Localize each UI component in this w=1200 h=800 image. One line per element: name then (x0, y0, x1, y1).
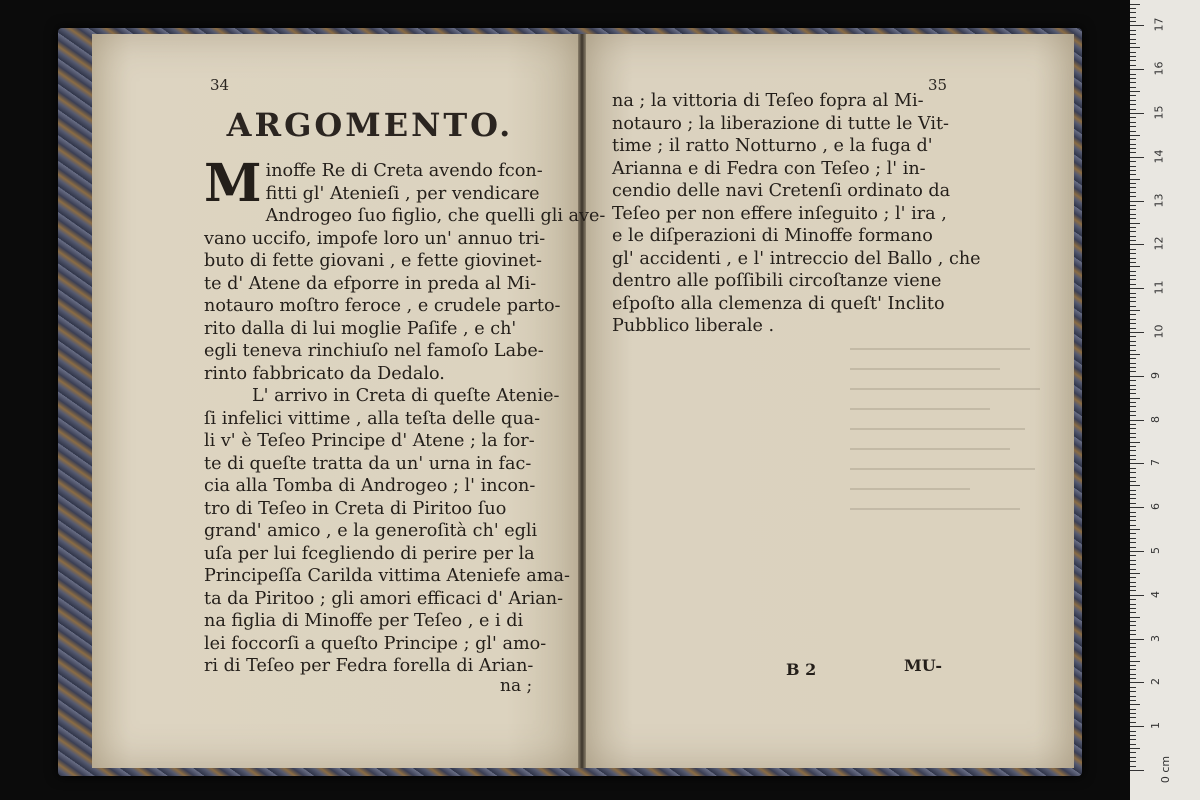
ruler-tick (1130, 687, 1136, 688)
ruler-tick (1130, 144, 1136, 145)
ruler-tick (1130, 625, 1136, 626)
ruler-tick (1130, 266, 1140, 267)
ruler-tick (1130, 472, 1136, 473)
ruler-number: 13 (1152, 193, 1166, 208)
ruler-tick (1130, 542, 1136, 543)
text-line: cendio delle navi Cretenſi ordinato da (612, 181, 951, 201)
ruler-tick (1130, 4, 1140, 5)
ruler-tick (1130, 450, 1136, 451)
ruler-tick (1130, 709, 1136, 710)
ruler-tick (1130, 595, 1144, 596)
ruler-number: 3 (1149, 634, 1162, 642)
ruler-tick (1130, 74, 1136, 75)
ruler-tick (1130, 551, 1144, 552)
ruler-tick (1130, 65, 1136, 66)
ruler-tick (1130, 520, 1136, 521)
ruler-tick (1130, 459, 1136, 460)
ruler-tick (1130, 498, 1136, 499)
ruler-tick (1130, 131, 1136, 132)
ruler-tick (1130, 109, 1136, 110)
ruler-tick (1130, 656, 1136, 657)
text-line: na ; la vittoria di Teſeo fopra al Mi- (612, 91, 924, 111)
ruler-tick (1130, 314, 1136, 315)
ruler-tick (1130, 301, 1136, 302)
text-line: te di queſte tratta da un' urna in fac- (204, 453, 532, 474)
ruler-tick (1130, 244, 1144, 245)
page-heading: ARGOMENTO. (226, 106, 514, 144)
ruler-tick (1130, 735, 1136, 736)
ruler-tick (1130, 604, 1136, 605)
ruler-tick (1130, 608, 1136, 609)
ruler-number: 7 (1149, 459, 1162, 467)
ruler-tick (1130, 529, 1140, 530)
text-line: notauro moſtro feroce , e crudele parto- (204, 296, 561, 316)
ruler-tick (1130, 770, 1144, 771)
ruler-tick (1130, 630, 1136, 631)
ruler-tick (1130, 704, 1140, 705)
right-catchword: MU- (904, 656, 943, 675)
ruler-tick (1130, 717, 1136, 718)
ruler-tick (1130, 95, 1136, 96)
ruler-tick (1130, 205, 1136, 206)
text-line: L' arrivo in Creta di queſte Atenie- (252, 386, 560, 406)
text-line: egli teneva rinchiuſo nel famoſo Labe- (204, 341, 544, 361)
ruler-tick (1130, 236, 1136, 237)
text-line: notauro ; la liberazione di tutte le Vit- (612, 113, 949, 134)
ruler-tick (1130, 761, 1136, 762)
ruler-tick (1130, 569, 1136, 570)
ruler-tick (1130, 477, 1136, 478)
ruler-tick (1130, 336, 1136, 337)
ruler-tick (1130, 590, 1136, 591)
ruler-tick (1130, 82, 1136, 83)
text-line: ri di Teſeo per Fedra forella di Arian- (204, 656, 534, 676)
ruler-tick (1130, 468, 1136, 469)
ruler-tick (1130, 240, 1136, 241)
ruler-number: 8 (1149, 415, 1162, 423)
text-line: ſi infelici vittime , alla teſta delle qua- (204, 408, 541, 429)
ruler-tick (1130, 406, 1136, 407)
ruler-tick (1130, 78, 1136, 79)
ruler-tick (1130, 201, 1144, 202)
ruler-tick (1130, 56, 1136, 57)
ruler-number: 10 (1152, 324, 1166, 339)
ruler-tick (1130, 757, 1136, 758)
ruler-tick (1130, 617, 1140, 618)
ruler-tick (1130, 424, 1136, 425)
text-line: dentro alle poſſibili circoſtanze viene (612, 271, 942, 291)
ruler-tick (1130, 380, 1136, 381)
text-line: te d' Atene da efporre in preda al Mi- (204, 273, 537, 294)
ruler-tick (1130, 152, 1136, 153)
ruler-tick (1130, 398, 1140, 399)
ruler-tick (1130, 481, 1136, 482)
ruler-tick (1130, 437, 1136, 438)
ruler-tick (1130, 639, 1144, 640)
ruler-tick (1130, 328, 1136, 329)
ruler-tick (1130, 91, 1140, 92)
ruler-tick (1130, 446, 1136, 447)
ruler-tick (1130, 179, 1140, 180)
ruler-tick (1130, 744, 1136, 745)
ruler-tick (1130, 262, 1136, 263)
ruler-tick (1130, 665, 1136, 666)
ruler-tick (1130, 691, 1136, 692)
ruler-tick (1130, 494, 1136, 495)
text-line: Teſeo per non effere inſeguito ; l' ira , (612, 203, 947, 224)
text-line: time ; il ratto Notturno , e la fuga d' (612, 136, 933, 156)
ruler-number: 1 (1149, 722, 1162, 730)
ruler-tick (1130, 560, 1136, 561)
ruler-tick (1130, 17, 1136, 18)
text-line: lei foccorſi a queſto Principe ; gl' amo- (204, 633, 547, 654)
ruler-tick (1130, 363, 1136, 364)
ruler-tick (1130, 25, 1144, 26)
measuring-ruler (1130, 0, 1200, 800)
text-line: cia alla Tomba di Androgeo ; l' incon- (204, 476, 536, 496)
ruler-tick (1130, 253, 1136, 254)
ruler-tick (1130, 323, 1136, 324)
ruler-tick (1130, 739, 1136, 740)
ruler-tick (1130, 8, 1136, 9)
ruler-tick (1130, 512, 1136, 513)
ruler-tick (1130, 713, 1136, 714)
ruler-tick (1130, 612, 1136, 613)
text-line: vano uccifo, impofe loro un' annuo tri- (204, 228, 546, 249)
ruler-tick (1130, 39, 1136, 40)
ruler-tick (1130, 12, 1136, 13)
ruler-tick (1130, 209, 1136, 210)
ruler-tick (1130, 696, 1136, 697)
ruler-tick (1130, 490, 1136, 491)
ruler-tick (1130, 700, 1136, 701)
text-line: Principeſſa Carilda vittima Ateniefe ama- (204, 566, 570, 586)
ruler-tick (1130, 214, 1136, 215)
ruler-tick (1130, 218, 1136, 219)
ruler-tick (1130, 389, 1136, 390)
ruler-tick (1130, 371, 1136, 372)
ruler-tick (1130, 582, 1136, 583)
ruler-tick (1130, 249, 1136, 250)
ruler-tick (1130, 354, 1140, 355)
ruler-number: 17 (1152, 17, 1166, 32)
ruler-tick (1130, 284, 1136, 285)
ruler-tick (1130, 148, 1136, 149)
ruler-tick (1130, 52, 1136, 53)
ruler-tick (1130, 525, 1136, 526)
ruler-tick (1130, 621, 1136, 622)
book-gutter (578, 34, 586, 768)
ruler-tick (1130, 428, 1136, 429)
ruler-number: 14 (1152, 149, 1166, 164)
ruler-tick (1130, 227, 1136, 228)
ruler-tick (1130, 393, 1136, 394)
ruler-tick (1130, 358, 1136, 359)
ruler-tick (1130, 275, 1136, 276)
ruler-tick (1130, 586, 1136, 587)
drop-cap: M (204, 153, 262, 214)
ruler-tick (1130, 297, 1136, 298)
text-line: Androgeo ſuo figlio, che quelli gli ave- (265, 206, 606, 226)
ruler-tick (1130, 231, 1136, 232)
text-line: tro di Teſeo in Creta di Piritoo ſuo (204, 498, 507, 519)
ruler-tick (1130, 463, 1144, 464)
ruler-number: 9 (1149, 371, 1162, 379)
ruler-tick (1130, 21, 1136, 22)
text-line: rinto fabbricato da Dedalo. (204, 363, 445, 384)
ruler-tick (1130, 60, 1136, 61)
text-line: grand' amico , e la generoſità ch' egli (204, 521, 538, 541)
text-line: inoffe Re di Creta avendo fcon- (265, 161, 543, 181)
ruler-tick (1130, 293, 1136, 294)
ruler-tick (1130, 647, 1136, 648)
ruler-tick (1130, 507, 1144, 508)
ruler-tick (1130, 766, 1136, 767)
ruler-tick (1130, 69, 1144, 70)
ruler-tick (1130, 367, 1136, 368)
ruler-tick (1130, 402, 1136, 403)
ruler-tick (1130, 87, 1136, 88)
ruler-number: 6 (1149, 503, 1162, 511)
ruler-tick (1130, 192, 1136, 193)
ruler-tick (1130, 34, 1136, 35)
ruler-tick (1130, 634, 1136, 635)
ruler-tick (1130, 157, 1144, 158)
ruler-tick (1130, 100, 1136, 101)
ruler-tick (1130, 415, 1136, 416)
ruler-tick (1130, 113, 1144, 114)
text-line: li v' è Teſeo Principe d' Atene ; la for- (204, 431, 535, 451)
ruler-tick (1130, 196, 1136, 197)
text-line: Arianna e di Fedra con Teſeo ; l' in- (612, 158, 926, 179)
ruler-tick (1130, 538, 1136, 539)
ruler-tick (1130, 411, 1136, 412)
ruler-tick (1130, 485, 1140, 486)
ruler-tick (1130, 170, 1136, 171)
ruler-number: 5 (1149, 547, 1162, 554)
ruler-number: 12 (1152, 236, 1166, 251)
right-page-number: 35 (928, 76, 948, 94)
ruler-tick (1130, 503, 1136, 504)
ruler-tick (1130, 47, 1140, 48)
ruler-tick (1130, 279, 1136, 280)
ruler-number: 15 (1152, 105, 1166, 120)
ruler-tick (1130, 516, 1136, 517)
ruler-tick (1130, 678, 1136, 679)
ruler-tick (1130, 332, 1144, 333)
text-line: rito dalla di lui moglie Paſife , e ch' (204, 318, 517, 339)
ruler-tick (1130, 43, 1136, 44)
text-line: na figlia di Minoffe per Teſeo , e i di (204, 611, 524, 631)
text-line: buto di fette giovani , e fette giovinet- (204, 251, 542, 271)
ruler-tick (1130, 288, 1144, 289)
ruler-tick (1130, 104, 1136, 105)
ruler-tick (1130, 731, 1136, 732)
text-line: Pubblico liberale . (612, 316, 775, 336)
ruler-tick (1130, 310, 1140, 311)
ruler-tick (1130, 117, 1136, 118)
ruler-tick (1130, 752, 1136, 753)
ruler-tick (1130, 385, 1136, 386)
ruler-tick (1130, 183, 1136, 184)
right-page-text (612, 90, 981, 338)
signature-mark: B 2 (786, 660, 817, 679)
ruler-tick (1130, 643, 1136, 644)
ruler-tick (1130, 319, 1136, 320)
ruler-tick (1130, 420, 1144, 421)
ruler-tick (1130, 564, 1136, 565)
ruler-tick (1130, 455, 1136, 456)
ruler-number: 16 (1152, 61, 1166, 76)
ruler-tick (1130, 726, 1144, 727)
ruler-tick (1130, 661, 1140, 662)
text-line: eſpoſto alla clemenza di queſt' Inclito (612, 293, 945, 314)
left-page-text (204, 153, 606, 678)
text-line: e le diſperazioni di Minoffe formano (612, 226, 933, 246)
ruler-tick (1130, 30, 1136, 31)
ruler-tick (1130, 135, 1140, 136)
ruler-number: 4 (1149, 590, 1162, 598)
ruler-tick (1130, 122, 1136, 123)
ruler-tick (1130, 442, 1140, 443)
ruler-tick (1130, 533, 1136, 534)
ruler-tick (1130, 674, 1136, 675)
ruler-tick (1130, 669, 1136, 670)
ruler-number: 0 cm (1159, 755, 1173, 784)
text-line: uſa per lui fcegliendo di perire per la (204, 543, 535, 564)
ruler-tick (1130, 722, 1136, 723)
ruler-tick (1130, 577, 1136, 578)
ruler-tick (1130, 341, 1136, 342)
ruler-tick (1130, 306, 1136, 307)
ruler-tick (1130, 376, 1144, 377)
ruler-tick (1130, 433, 1136, 434)
ruler-tick (1130, 682, 1144, 683)
ruler-tick (1130, 345, 1136, 346)
text-line: ta da Piritoo ; gli amori efficaci d' Arian- (204, 588, 564, 609)
text-line: gl' accidenti , e l' intreccio del Ballo , che (612, 248, 981, 269)
ruler-tick (1130, 187, 1136, 188)
ruler-tick (1130, 350, 1136, 351)
ruler-tick (1130, 555, 1136, 556)
ruler-number: 2 (1149, 678, 1162, 686)
ruler-tick (1130, 652, 1136, 653)
ruler-tick (1130, 748, 1140, 749)
ruler-tick (1130, 223, 1140, 224)
show-through-text (850, 330, 1050, 690)
ruler-tick (1130, 573, 1140, 574)
ruler-tick (1130, 126, 1136, 127)
left-catchword: na ; (500, 676, 533, 696)
ruler-tick (1130, 547, 1136, 548)
ruler-tick (1130, 166, 1136, 167)
text-line: fitti gl' Atenieſi , per vendicare (265, 183, 540, 204)
ruler-tick (1130, 174, 1136, 175)
ruler-tick (1130, 258, 1136, 259)
ruler-tick (1130, 139, 1136, 140)
ruler-tick (1130, 599, 1136, 600)
left-page-number: 34 (210, 76, 230, 94)
ruler-tick (1130, 271, 1136, 272)
ruler-tick (1130, 161, 1136, 162)
ruler-number: 11 (1152, 280, 1166, 295)
